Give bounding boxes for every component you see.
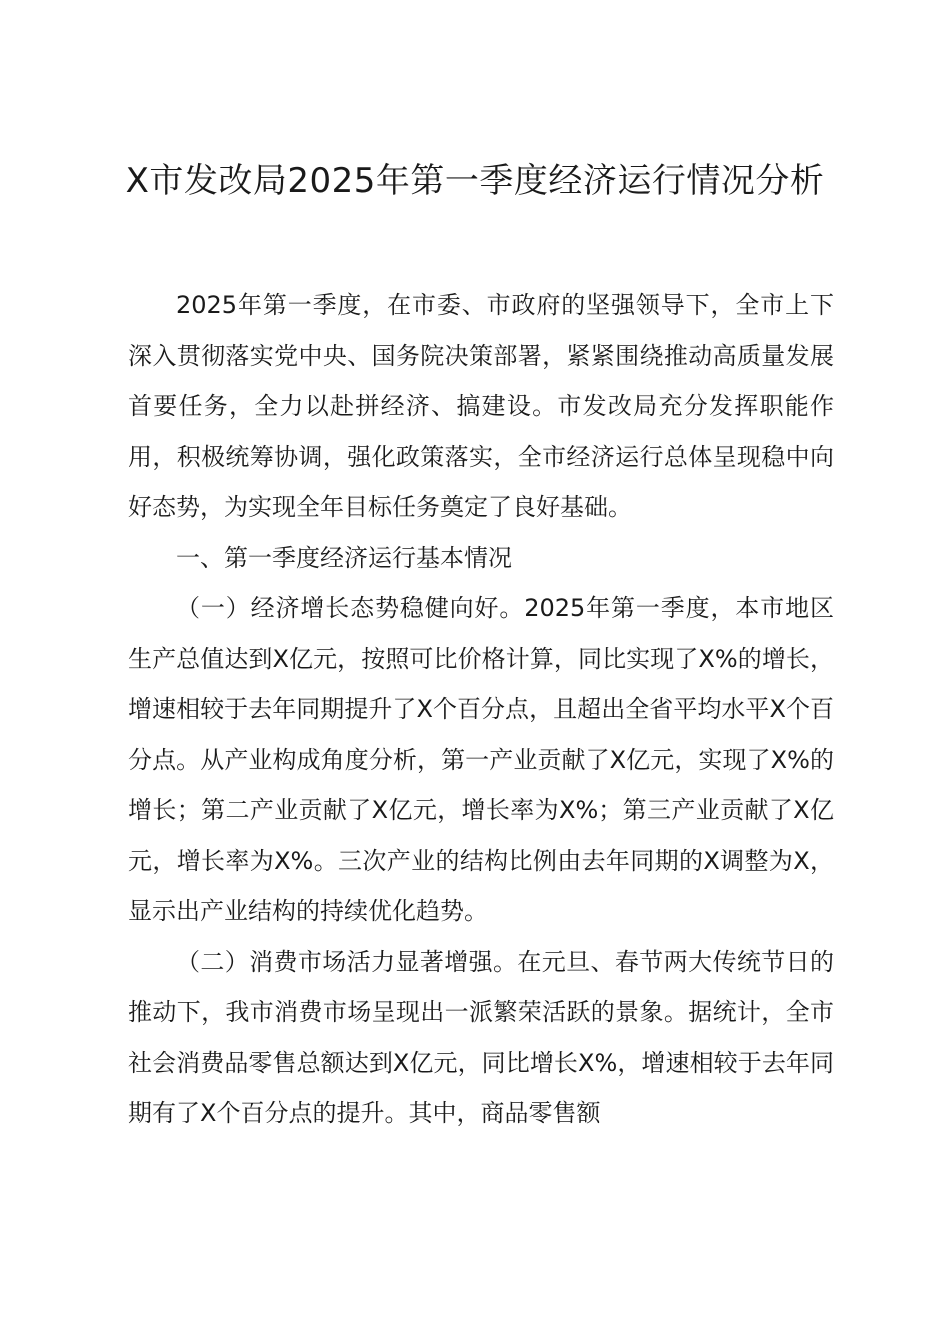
economic-growth-paragraph: （一）经济增长态势稳健向好。2025年第一季度，本市地区生产总值达到X亿元，按照可比价格计算，同比实现了X%的增长，增速相较于去年同期提升了X个百分点，且超出全省平均水平X个百分点。从产业构成角度分析，第一产业贡献了X亿元，实现了X%的增长；第二产业贡献了X亿元，增长率为X%；第三产业贡献了X亿元，增长率为X%。三次产业的结构比例由去年同期的X调整为X，显示出产业结构的持续优化趋势。: [128, 594, 834, 925]
intro-paragraph: 2025年第一季度，在市委、市政府的坚强领导下，全市上下深入贯彻落实党中央、国务院决策部署，紧紧围绕推动高质量发展首要任务，全力以赴拼经济、搞建设。市发改局充分发挥职能作用，积极统筹协调，强化政策落实，全市经济运行总体呈现稳中向好态势，为实现全年目标任务奠定了良好基础。: [128, 291, 834, 521]
document-body: [128, 280, 834, 1139]
consumption-paragraph: （二）消费市场活力显著增强。在元旦、春节两大传统节日的推动下，我市消费市场呈现出一派繁荣活跃的景象。据统计，全市社会消费品零售总额达到X亿元，同比增长X%，增速相较于去年同期有了X个百分点的提升。其中，商品零售额: [128, 947, 834, 1127]
document-title: X市发改局2025年第一季度经济运行情况分析: [125, 161, 825, 201]
section-heading: 一、第一季度经济运行基本情况: [176, 543, 512, 572]
